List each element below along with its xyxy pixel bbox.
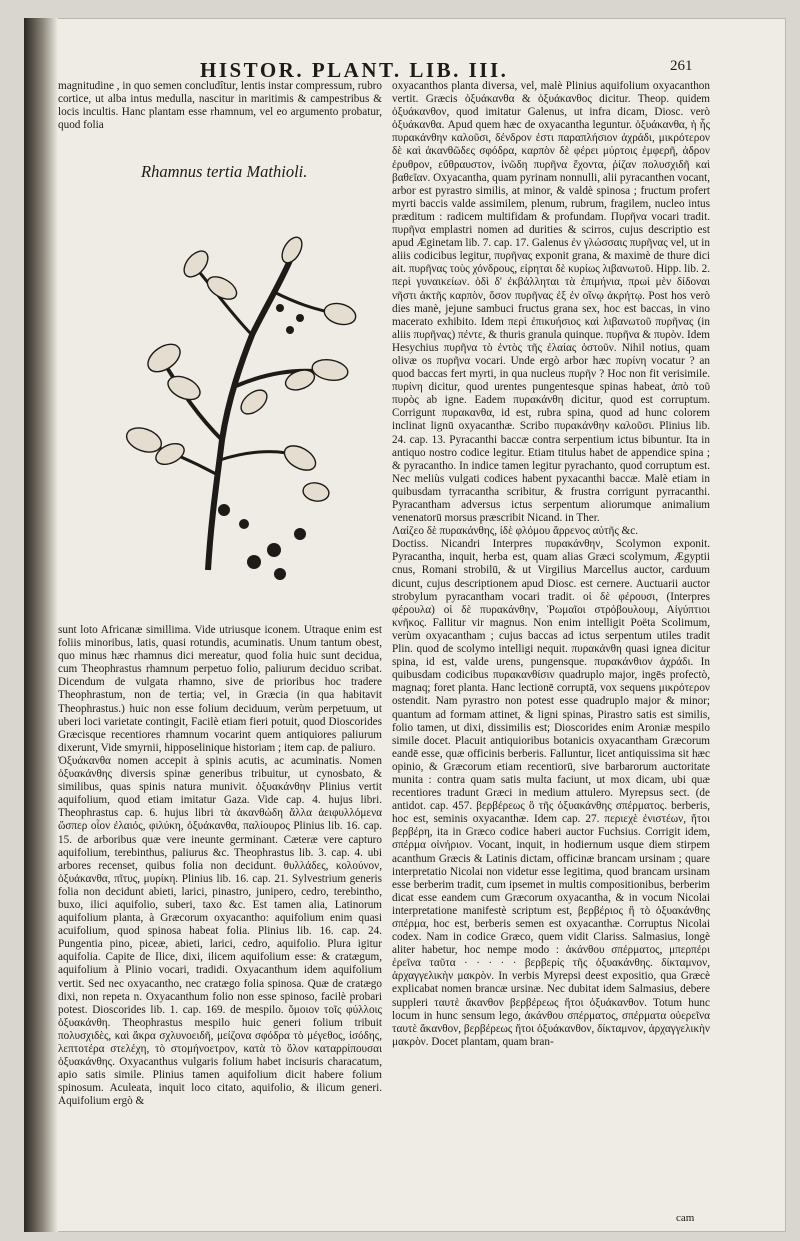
page-gutter xyxy=(24,18,58,1232)
right-column xyxy=(392,80,710,1049)
rhamnus-woodcut-illustration xyxy=(104,190,368,594)
running-head: HISTOR. PLANT. LIB. III. xyxy=(200,58,509,82)
paragraph: sunt loto Africanæ simillima. Vide utriusque iconem. Utraque enim est foliis minoribus, latis, quasi rotundis, acuminatis. Unum tantum obest, quo minus hæc rhamnus dici mereatur, quod folia huic sunt decidua, cum Theophrastus rhamnum perpetuo folio, paliurum deciduo scribat. Dicendum de vulgata rhamno, sive de prioribus hoc tradere Theophrastum, non de tertia; vel, in Græcia (in qua habitavit Theophrastus.) huic non esse folium deciduum, verùm perpetuum, ut uberi loci varietate contingit, Facilè etiam fieri potuit, quod Dioscorides Græcisque recentiores rhamnum vocarint quem antiquiores paliurum dixerunt, Vide smyrnii, hipposelinique historiam ; item cap. de paliuro. xyxy=(58,624,382,754)
verse-quotation: Λαίζεο δὲ πυρακάνθης, ἰδὲ φλόμου ἄρρενος αὐτῆς &c. xyxy=(392,525,639,538)
left-column-bottom xyxy=(58,624,382,1108)
page-number: 261 xyxy=(670,58,693,74)
paragraph: Ὀξυάκανθα nomen accepit à spinis acutis, ac acuminatis. Nomen ὀξυακάνθης diversis spinæ generibus tribuitur, ut cynosbato, & similibus, quas spinis natura munivit. ὀξυακάνθην Plinius vertit aquifolium, quod etiam imitatur Gaza. Vide cap. 4. hujus libri. Theophrastus cap. 6. hujus libri τὰ ἀκανθώδη ἄλλα ἀειφυλλόμενα ὥσπερ οἷον ἐλαιός, φιλύκη, ὀξυάκανθα, παλίουρος Plinius lib. 16. cap. 15. de arboribus quæ vere ineunte germinant. Cæteræ vere capturo aquifolium, terebinthus, paliurus &c. Theophrastus lib. 3. cap. 4. ubi arbores recenset, quibus folia non decidunt. θυλλάδες, κολούνον, ὀξυάκανθα, πῖτυς, μυρίκη. Plinius lib. 16. cap. 21. Sylvestrium generis folia non decidunt abieti, larici, pinastro, junipero, cedro, terebintho, buxo, ilici aquifolio, suberi, taxo &c. Est tamen alia, Latinorum aquifolium planta, à Græcorum oxyacantho: aquifolium enim quasi acuifolium, quod spinosa habeat folia. Plinius lib. 16. cap. 24. Pungentia pino, piceæ, abieti, larici, cedro, aquifolio. Plura igitur aquifolia. Capite de Ilice, dixi, ilicem aquifolium esse: & cratægum, aquifolium à Plinio vocari, tradidi. Oxyacanthum idem aquifolium vertit. Sed nec oxyacantho, nec cratægo folia spinosa. Quæ de cratægo dixi, non repeta n. Oxyacanthum folio non esse spinoso, facilè probari potest. Dioscorides lib. 1. cap. 169. de mespilo. ὅμοιον τοῖς φύλλοις ὀξυακάνθη. Theophrastus mespilo huic generi folium tribuit πολυσχιδὲς, καὶ ἄκρα σχλυνοειδῆ, μείζονα σφόδρα τὸ μέγεθος, ἰσόδης, λεπτοτέρα στελέχη, τὸ στομήνοετρον, κατὰ τὸ ὅλον καταρρίπουσαι ὀξυακάνθης. Oxyacanthus vulgaris folium habet incisuris characatum, apio satis simile. Plinius tamen aquifolium dicit habere folium spinosum. Aculeata, inquit loco citato, aquifolio, & ilicum generi. Aquifolium ergò & xyxy=(58,754,382,1108)
figure-title: Rhamnus tertia Mathioli. xyxy=(141,162,308,181)
paragraph: oxyacanthos planta diversa, vel, malè Plinius aquifolium oxyacanthon vertit. Græcis ὀξυάκανθα & ὀξυάκανθος dicitur. Theop. quidem ὀξυάκανθον, quod imitatur Galenus, ut infra dicam, Diosc. verò ὀξυάκανθα. Apud quem hæc de oxyacantha leguntur. ὀξυάκανθα, ἡ ἧς πυρακάνθην καλοῦσι, δένδρον ἐστι παραπλήσιον ἀχράδι, μικρότερον δὲ καὶ ἀκανθῶδες σφόδρα, καρπὸν δὲ φέρει μύρτοις ἐμφερῆ, ἁδρον ἐρυθρον, εὔθραυστον, ἰνῶδη πυρῆνα ἔχοντα, ῥίζαν πολυσχιδῆ καὶ βαθεῖαν. Oxyacantha, quam pyrinam nonnulli, alii pyracanthen vocant, arbor est pyrastro similis, at minor, & valdè spinosa ; fructum profert myrti baccis valde assimilem, plenum, rubrum, fragilem, nucleo intus præditum : radicem multifidam & profundam. Πυρῆνα vocari tradit. πυρῆνα emplastri nomen ad durities & scirros, cujus descriptio est apud Æginetam lib. 7. cap. 17. Galenus ἐν γλώσσαις πυρῆνας vel, ut in aliis codicibus legitur, πυρῆνας exponit grana, & maximè de thure dici ait. πυρῆνας τοὺς χόνδρους, εἰρηται δὲ κυρίως λιβανωτοῦ. Hipp. lib. 2. περὶ γυναικείων. ὁδὶ δ' ἐκβάλληται τὰ ἐπιμήνια, πρωὶ μὲν δίδοναι νῆστι ἀκτῆς καρπὸν, ὅσον πυρῆνας ἐξ ἐν οἴνῳ ἀκρήτῳ. Post hos verò dies manè, jejune sambuci fructus grana sex, hoc est baccas, in vino macerato exhibito. Idem περὶ ἐπικυήσιος καὶ λιβανωτοῦ πυρῆνας (in aliis πυρῆνας) πέντε, & thuris granula quinque. πυρῆνα & πυρὸν. Idem Hesychius πυρῆνα τὸ ἐντὸς τῆς ἐλαίας ὀστοῦν. Nihil notius, quam olivæ os πυρῆνα vocari. Unde ergò arbor hæc πυρίνη vocatur ? an quod baccas fert myrti, in qua nucleus πυρῆν ? Hoc non fit verisimile. πυρίνη dicitur, quod urentes pungentesque spinas habeat, ἀπὸ τοῦ πυρὸς ab igne. Eadem πυρακάνθη dicitur, quod est corruptum. Corrigunt πυρακανθα, id est, rubra spina, quod ad hunc colorem inclinat lignū oxyacanthæ. Scribo πυρακάνθην καλοῦσι. Plinius lib. 24. cap. 13. Pyracanthi baccæ contra serpentium ictus bibuntur. Ita in antiquo nostro codice legitur. Etiam titulus habet de appendice spina ; & pyracantho. In indice tamen legitur pyrachanto, quod corruptum est. Nec meliùs vulgati codices habent pyxacanthi baccæ. Malè etiam in quibusdam tyrracantha scribitur, & frustra corrigunt pyrracanthi. Pyracantham adversus ictus serpentum aliorumque animalium venenatorū morsus præscribit Nicand. in Ther. xyxy=(392,80,710,525)
paragraph: Doctiss. Nicandri Interpres πυρακάνθην, Scolymon exponit. Pyracantha, inquit, herba est, quam alias Græci scolymum, Ægyptii cnus, Romani strobilū, & ut Virgilius Marcellus auctor, carduum dicunt, cujus descriptionem apud Diosc. est cernere. Auctuarii auctor strobylum pyracantham vocari tradit. οἱ δὲ φέρουσι, (Interpres φέρουλα) οἱ δὲ πυρακάνθην, Ῥωμαῖοι στρόβουλουμ, Αἰγύπτιοι κνῆκος. Fallitur vir magnus. Non enim intelligit Poëta Scolimum, verùm oxyacantham ; cujus baccas ad ictus serpentum utiles tradit Plin. quod de scolymo intelligi nequit. πυρακάνθη quasi ignea dicitur spina, id est, valde urens, pungensque. πυρακάνθιον ἀχράδι. In quibusdam codicibus πυρακανθίσιν quadruplo major, ingēs profectò, magnaq; foret planta. Hanc lectionē corruptā, vox sequens μικρότερον ostendit. Nam pyrastro non potest esse quadruplo major & minor; quantum ad formam attinet, & ligni spinas, Pirastro satis est similis, folio tamen, ut dixi, dissimilis est; Dioscorides enim Aroniæ mespilo simile docet. Placuit antiquioribus botanicis oxyacantham Græcorum eandē esse, quæ officinis berberis. Falluntur, licet antiquissima sit hæc opinio, & Græcorum etiam recentiorū, sive barbarorum auctoritate munita : contra quam satis multa faciunt, ut mox dicam, ubi quæ recentiores tradunt Græci in medium attulero. Myrepsus sect. (de antidot. cap. 457. βερβέρεως ὃ τῆς ὀξυακάνθης σπέρματος. berberis, hoc est, seminis oxyacanthæ. Idem cap. 27. περιεχὲ ἐνιστέων, ἤτοι βερβέρη, ita in Græco codice haberi auctor Fuchsius. Corrigit idem, σπέρμα οἰνήριον. Vocant, inquit, in hodiernum usque diem stirpem acanthum Græcis & Latinis dictam, officinæ brancam ursinam ; quare interpretatio Nicolai non videtur esse legitima, quod brancam ursinam esse berberim tradit, cum ipsemet in multis compositionibus, berberim dicat esse eandem cum Græcorum oxyacantha, & in vocum Nicolai interpretatione manifestè scriptum est, βερβέριος ἢ τὸ ὀξυακάνθης σπέρμα, hoc est, berberis semen est oxyacanthæ. Corruptus Nicolai codex. Nam in codice Græco, quem vidit Clariss. Salmasius, longè aliter habetur, hoc nempe modo : ἀκάνθου σπέρματος, μπερπέρι ἐρεῖνα ταῦτα · · · · · βερβερίς τῆς ὀξυακάνθης. δίκταμνον, ἀρχαγγελικὴν μακρὸν. In verbis Myrepsi deest expositio, qua Græcè explicabat nomen brancæ ursinæ. Nec dubitat idem Salmasius, debere suppleri ταυτὲ ἄκανθον βερβέρεως ἤτοι ὀξυάκανθον. Totum hunc locum in hunc sensum lego, ἀκάνθου σπέρματος, σπέρματα οὐερεῖνα ταυτὲ ἄκανθον, βερβέρεως ἤτοι ὀξυάκανθον, δίκταμνον, ἀρχαγγελικὴν μακρὸν. Docet plantam, quam bran- xyxy=(392,538,710,1048)
left-column-top xyxy=(58,80,382,132)
catchword: cam xyxy=(676,1212,695,1224)
paragraph: magnitudine , in quo semen concludîtur, lentis instar compressum, rubro cortice, ut alba intus medulla, nascitur in maritimis & campestribus & locis incultis. Hanc plantam esse rhamnum, vel eo argumento probatur, quod folia xyxy=(58,80,382,132)
